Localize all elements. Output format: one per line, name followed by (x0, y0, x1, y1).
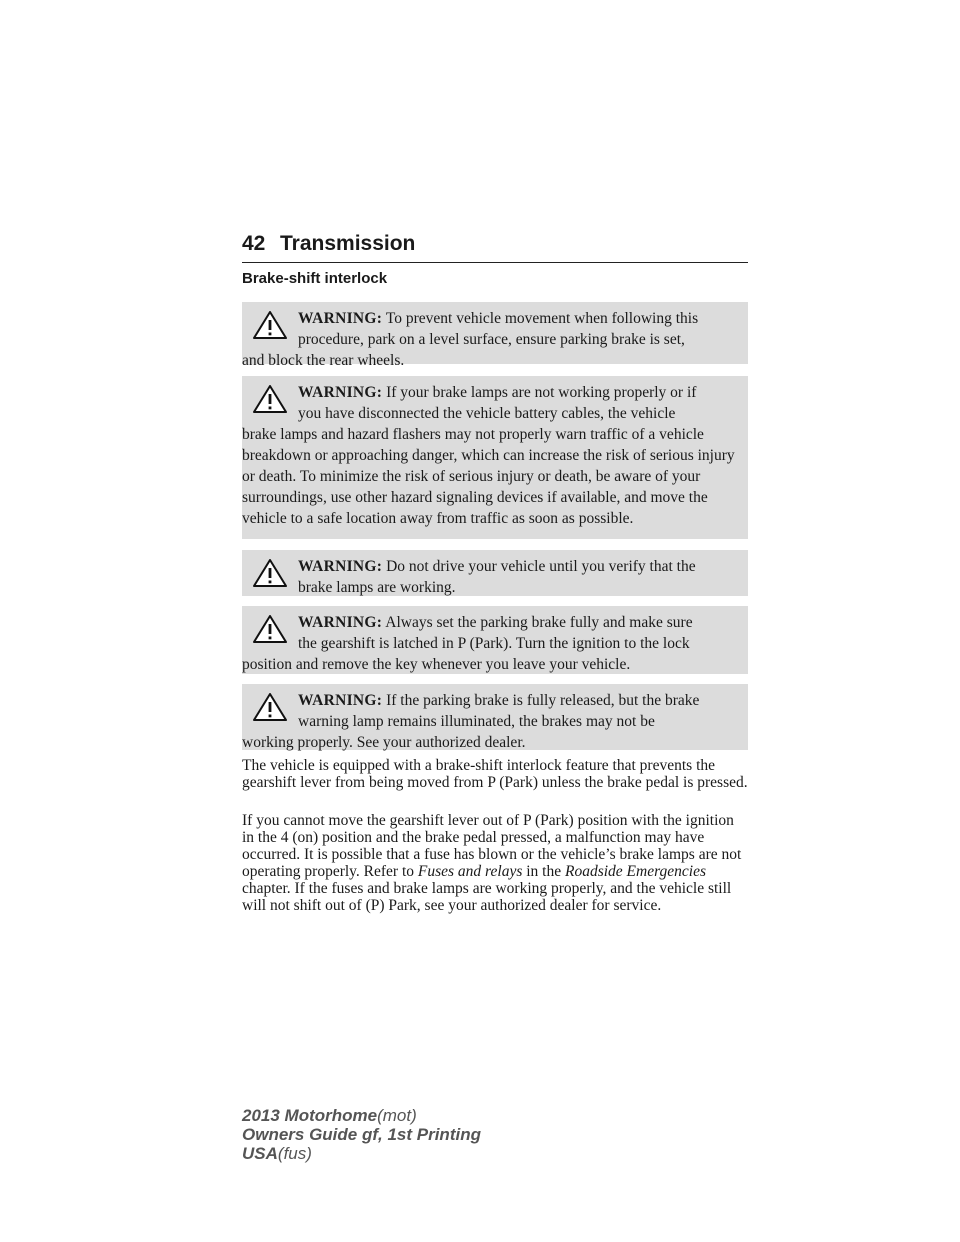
paragraph-text: If you cannot move the gearshift lever out of P (Park) position with the ignition in the 4 (on) position and the brake pedal pressed, a malfunction may have occurred. It is possible that a fuse has blown or the vehicle’s brake lamps are not operating properly. Refer to (242, 812, 742, 880)
warning-label: WARNING: (298, 310, 383, 327)
warning-text-line1: To prevent vehicle movement when following this (385, 310, 699, 327)
footer-line-2: Owners Guide gf, 1st Printing (242, 1125, 481, 1144)
warning-label: WARNING: (298, 558, 383, 575)
warning-text-line1: Do not drive your vehicle until you verify that the (386, 558, 696, 575)
warning-text-rest: working properly. See your authorized dealer. (242, 734, 526, 751)
document-footer (242, 1106, 481, 1163)
warning-triangle-icon (252, 558, 288, 588)
warning-triangle-icon (252, 692, 288, 722)
warning-text-line2: you have disconnected the vehicle battery cables, the vehicle (298, 405, 676, 422)
warning-triangle-icon (252, 614, 288, 644)
warning-label: WARNING: (298, 692, 383, 709)
warning-box-3 (242, 550, 748, 596)
warning-box-5 (242, 684, 748, 750)
warning-text-rest: position and remove the key whenever you leave your vehicle. (242, 656, 631, 673)
warning-text-line1: If your brake lamps are not working properly or if (386, 384, 697, 401)
warning-box-4 (242, 606, 748, 674)
chapter-title: Transmission (280, 232, 416, 255)
warning-label: WARNING: (298, 384, 383, 401)
section-title: Brake-shift interlock (242, 270, 388, 287)
roadside-emergencies-reference: Roadside Emergencies (564, 863, 707, 880)
paragraph-text: in the (522, 863, 565, 880)
footer-market-code: (fus) (277, 1144, 312, 1163)
warning-label: WARNING: (298, 614, 383, 631)
paragraph-interlock-description: The vehicle is equipped with a brake-shift interlock feature that prevents the gearshift lever from being moved from P (Park) unless the brake pedal is pressed. (242, 757, 748, 791)
warning-text-line2: the gearshift is latched in P (Park). Turn the ignition to the lock (298, 635, 690, 652)
warning-text-line2: warning lamp remains illuminated, the brakes may not be (298, 713, 655, 730)
footer-model: 2013 Motorhome (242, 1106, 378, 1125)
footer-line-3 (242, 1144, 481, 1163)
page-number: 42 (242, 232, 266, 255)
warning-text-rest: brake lamps and hazard flashers may not properly warn traffic of a vehicle breakdown or approaching danger, which can increase the risk of serious injury or death. To minimize the risk of serious injury or death, be aware of your surroundings, use other hazard signaling devices if available, and move the vehicle to a safe location away from traffic as soon as possible. (242, 426, 735, 527)
warning-triangle-icon (252, 384, 288, 414)
warning-triangle-icon (252, 310, 288, 340)
warning-box-1 (242, 302, 748, 369)
footer-line-1 (242, 1106, 481, 1125)
warning-text-line1: Always set the parking brake fully and make sure (385, 614, 693, 631)
warning-text-line1: If the parking brake is fully released, but the brake (386, 692, 700, 709)
paragraph-troubleshooting (242, 812, 748, 914)
footer-market: USA (242, 1144, 278, 1163)
warning-text-line2: brake lamps are working. (298, 579, 456, 596)
page-header (242, 232, 748, 263)
footer-model-code: (mot) (377, 1106, 417, 1125)
warning-text-line2: procedure, park on a level surface, ensure parking brake is set, (298, 331, 685, 348)
fuses-and-relays-reference: Fuses and relays (417, 863, 523, 880)
warning-text-rest: and block the rear wheels. (242, 352, 405, 369)
paragraph-text: chapter. If the fuses and brake lamps are working properly, and the vehicle still will not shift out of (P) Park, see your authorized dealer for service. (242, 880, 732, 914)
warning-box-2 (242, 376, 748, 539)
